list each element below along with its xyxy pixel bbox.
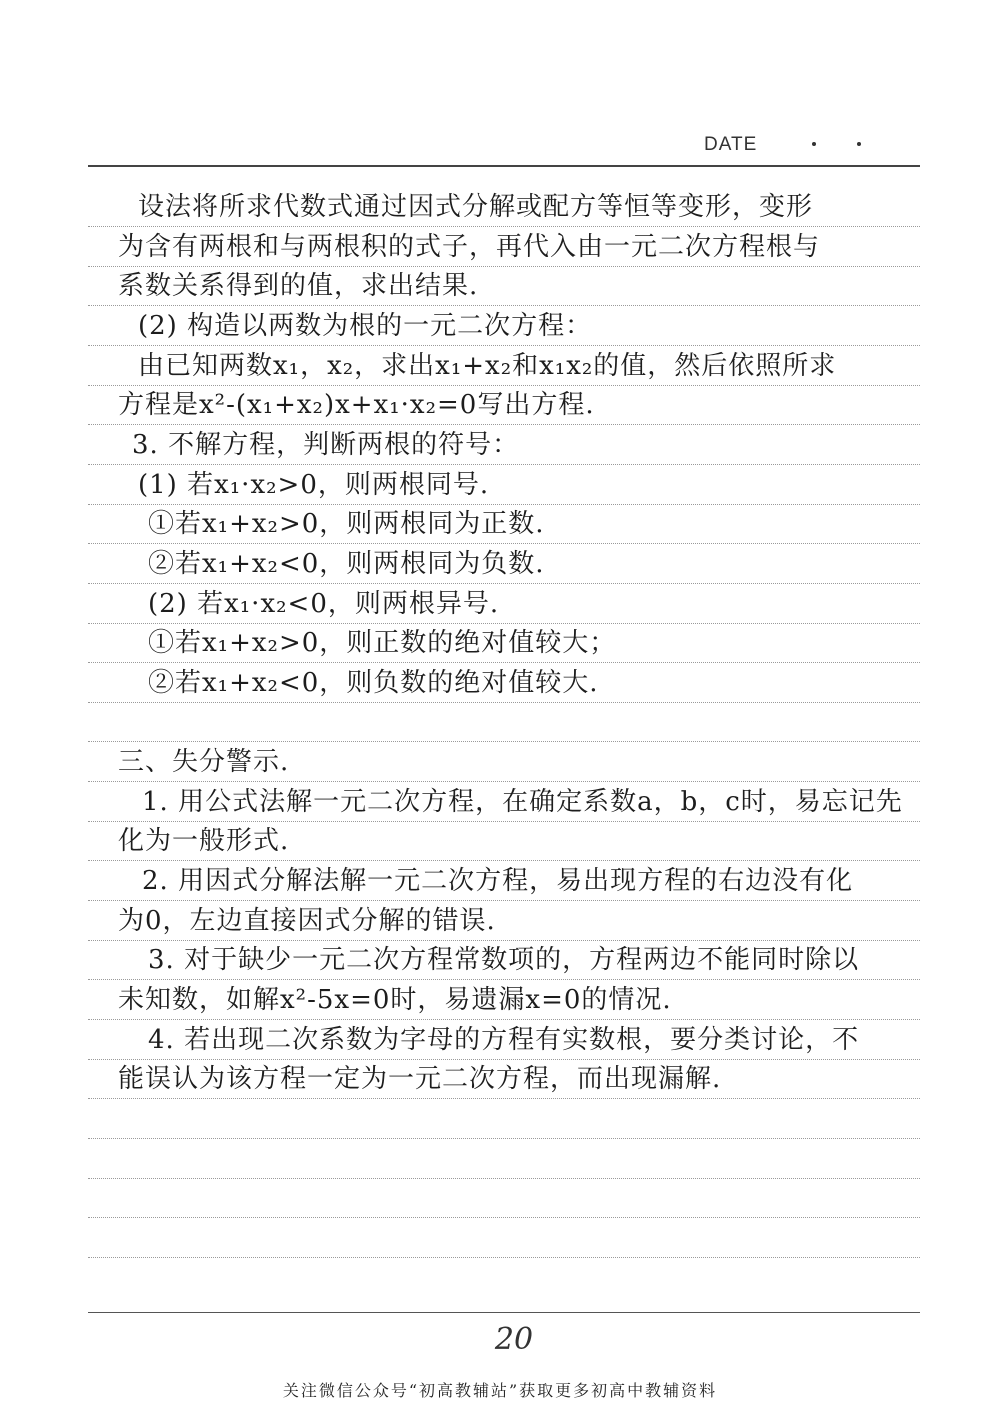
note-line: 3. 不解方程，判断两根的符号： — [132, 430, 520, 460]
ruled-line — [88, 940, 920, 941]
ruled-line — [88, 1138, 920, 1139]
note-line: 3. 对于缺少一元二次方程常数项的，方程两边不能同时除以 — [148, 945, 860, 975]
ruled-line — [88, 623, 920, 624]
note-line: 方程是x²-(x₁+x₂)x+x₁·x₂=0写出方程. — [118, 390, 595, 420]
note-line: 为0，左边直接因式分解的错误. — [118, 906, 496, 936]
note-line: (1) 若x₁·x₂>0，则两根同号. — [138, 470, 490, 500]
date-dot — [812, 142, 816, 146]
note-line: (2) 若x₁·x₂<0，则两根异号. — [148, 589, 500, 619]
ruled-line — [88, 385, 920, 386]
note-line: 4. 若出现二次系数为字母的方程有实数根，要分类讨论，不 — [148, 1025, 860, 1055]
ruled-line — [88, 1059, 920, 1060]
note-line: 化为一般形式. — [118, 826, 290, 856]
ruled-line — [88, 543, 920, 544]
date-dot — [857, 142, 861, 146]
ruled-line — [88, 702, 920, 703]
note-line: 由已知两数x₁，x₂，求出x₁+x₂和x₁x₂的值，然后依照所求 — [138, 351, 837, 381]
note-line: ①若x₁+x₂>0，则两根同为正数. — [148, 509, 545, 539]
note-line: 能误认为该方程一定为一元二次方程，而出现漏解. — [118, 1064, 722, 1094]
page-number: 20 — [494, 1322, 534, 1357]
ruled-line — [88, 781, 920, 782]
ruled-line — [88, 266, 920, 267]
note-line: 三、失分警示. — [118, 747, 290, 777]
note-line: ②若x₁+x₂<0，则两根同为负数. — [148, 549, 545, 579]
ruled-line — [88, 979, 920, 980]
ruled-line — [88, 821, 920, 822]
header-rule — [88, 165, 920, 167]
ruled-line — [88, 741, 920, 742]
ruled-line — [88, 504, 920, 505]
ruled-line — [88, 1257, 920, 1258]
ruled-line — [88, 424, 920, 425]
ruled-line — [88, 1098, 920, 1099]
note-line: 未知数，如解x²-5x=0时，易遗漏x=0的情况. — [118, 985, 672, 1015]
footer-note: 关注微信公众号“初高教辅站”获取更多初高中教辅资料 — [282, 1381, 718, 1400]
date-label: DATE — [704, 134, 758, 155]
note-line: 系数关系得到的值，求出结果. — [118, 271, 479, 301]
ruled-line — [88, 662, 920, 663]
ruled-line — [88, 900, 920, 901]
note-line: 为含有两根和与两根积的式子，再代入由一元二次方程根与 — [118, 232, 821, 262]
note-line: (2) 构造以两数为根的一元二次方程： — [138, 311, 593, 341]
footer-rule — [88, 1312, 920, 1313]
note-line: 设法将所求代数式通过因式分解或配方等恒等变形，变形 — [138, 192, 814, 222]
ruled-line — [88, 1217, 920, 1218]
note-line: ②若x₁+x₂<0，则负数的绝对值较大. — [148, 668, 599, 698]
ruled-line — [88, 860, 920, 861]
ruled-line — [88, 305, 920, 306]
note-line: 2. 用因式分解法解一元二次方程，易出现方程的右边没有化 — [142, 866, 854, 896]
ruled-line — [88, 464, 920, 465]
ruled-line — [88, 1178, 920, 1179]
note-line: 1. 用公式法解一元二次方程，在确定系数a，b，c时，易忘记先 — [142, 787, 903, 817]
ruled-line — [88, 345, 920, 346]
ruled-line — [88, 226, 920, 227]
note-line: ①若x₁+x₂>0，则正数的绝对值较大； — [148, 628, 617, 658]
ruled-line — [88, 583, 920, 584]
ruled-line — [88, 1019, 920, 1020]
